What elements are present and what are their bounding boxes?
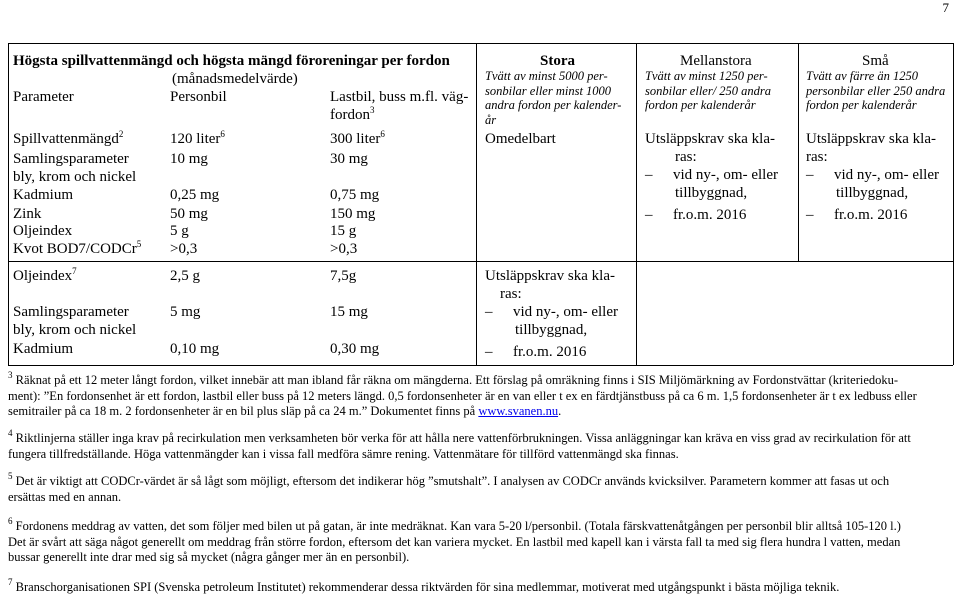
stora-omedelbart: Omedelbart: [485, 131, 556, 147]
col-header-stora: Stora: [540, 53, 575, 69]
footnote-5: $^5$ Det är viktigt att CODCr-värdet är så lågt som möjligt, eftersom det indikerar hög ”smutshalt”. I analysen av CODCr används kvicksilver. Parametern kommer att fasas ut och ersättas med en annan.: [8, 471, 890, 504]
table-row-spillvatten-param: Spillvattenmängd$^2$: [13, 129, 124, 147]
sma-description: Tvätt av färre än 1250 personbilar eller 250 andra fordon per kalenderår: [806, 69, 946, 112]
table-row2-oljeindex-lastbil: 7,5g: [330, 268, 357, 284]
table-row2-oljeindex-param: Oljeindex$^7$: [13, 266, 77, 284]
sma-requirement: Utsläppskrav ska kla- ras: – vid ny-, om- eller tillbyggnad, – fr.o.m. 2016: [806, 131, 939, 223]
col-header-mellanstora: Mellanstora: [680, 53, 752, 69]
table-row-kadmium-lastbil: 0,75 mg: [330, 187, 380, 203]
table-row-spillvatten-personbil: 120 liter$^6$: [170, 129, 225, 147]
table-row-samling-lastbil: 30 mg: [330, 151, 368, 167]
col-header-personbil: Personbil: [170, 89, 227, 105]
table-title-sub: (månadsmedelvärde): [172, 71, 298, 87]
table-row2-kadmium-personbil: 0,10 mg: [170, 341, 220, 357]
table-row-spillvatten-lastbil: 300 liter$^6$: [330, 129, 385, 147]
table-row-zink-lastbil: 150 mg: [330, 206, 376, 222]
table-row2-samling-personbil: 5 mg: [170, 304, 201, 320]
mellanstora-description: Tvätt av minst 1250 per- sonbilar eller/ 250 andra fordon per kalenderår: [645, 69, 772, 112]
table-title: Högsta spillvattenmängd och högsta mängd föroreningar per fordon: [13, 53, 450, 69]
table-row2-kadmium-lastbil: 0,30 mg: [330, 341, 380, 357]
footnote-6: $^6$ Fordonens meddrag av vatten, det som följer med bilen ut på gatan, är inte medräknat. Kan vara 5-20 l/personbil. (Totala färskvattenåtgången per personbil blir alltså 105-120 l.) Det är svårt att säga något generellt om meddrag från större fordon, eftersom det kan variera mycket. En lastbil med kapell kan i värsta fall ta med sig flera hundra l vatten, medan bussar generellt inte drar med sig så mycket (några gånger mer än en personbil).: [8, 516, 901, 564]
table-row-kvot-lastbil: >0,3: [330, 241, 358, 257]
table-row2-oljeindex-personbil: 2,5 g: [170, 268, 200, 284]
table-row2-samling-param: Samlingsparameter bly, krom och nickel: [13, 304, 137, 338]
table-row2-samling-lastbil: 15 mg: [330, 304, 368, 320]
table-row-kvot-personbil: >0,3: [170, 241, 198, 257]
table-row-samling-param: Samlingsparameter bly, krom och nickel: [13, 151, 137, 185]
table-row-zink-personbil: 50 mg: [170, 206, 208, 222]
table-row-kvot-param: Kvot BOD7/CODCr$^5$: [13, 239, 142, 257]
col-header-sma: Små: [862, 53, 889, 69]
table-row-oljeindex-lastbil: 15 g: [330, 223, 357, 239]
col-header-lastbil-cont: fordon$^3$: [330, 105, 375, 123]
col-header-parameter: Parameter: [13, 89, 74, 105]
footnote-3: $^3$ Räknat på ett 12 meter långt fordon, vilket innebär att man ibland får räkna om mängderna. Ett förslag på omräkning finns i SIS Miljömärkning av Fordonstvättar (kriteriedoku- ment): ”En fordonsenhet är ett fordon, lastbil eller buss på 12 meters längd. 0,5 fordonsenheter är en van eller t ex en färdtjänstbuss på ca 6 m. 1,5 fordonsenheter är t ex ledbuss eller semitrailer på ca 18 m. 2 fordonsenheter är en bil plus släp på ca 24 m.” Dokumentet finns på www.svanen.nu.: [8, 370, 917, 418]
stora-description: Tvätt av minst 5000 per- sonbilar eller minst 1000 andra fordon per kalender- år: [485, 69, 622, 127]
table-row-oljeindex-personbil: 5 g: [170, 223, 189, 239]
stora-requirement: Utsläppskrav ska kla- ras: – vid ny-, om- eller tillbyggnad, – fr.o.m. 2016: [485, 268, 618, 360]
table-row-kadmium-param: Kadmium: [13, 187, 73, 203]
table-row-zink-param: Zink: [13, 206, 42, 222]
table-row-oljeindex-param: Oljeindex: [13, 223, 73, 239]
col-header-lastbil: Lastbil, buss m.fl. väg-: [330, 89, 469, 105]
footnote-7: $^7$ Branschorganisationen SPI (Svenska petroleum Institutet) rekommenderar dessa riktvärden för sina medlemmar, motiverat med utgångspunkt i bästa möjliga teknik.: [8, 577, 840, 594]
footnote-4: $^4$ Riktlinjerna ställer inga krav på recirkulation men verksamheten bör verka för att hålla nere vattenförbrukningen. Vissa anläggningar kan kräva en viss grad av recirkulation för att fungera tillfredställande. Höga vattenmängder kan i vissa fall medföra sämre rening. Vattenmätare för tillförd vattenmängd ska finnas.: [8, 428, 911, 461]
page-number: 7: [942, 0, 949, 15]
table-row2-kadmium-param: Kadmium: [13, 341, 73, 357]
table-row-kadmium-personbil: 0,25 mg: [170, 187, 220, 203]
mellanstora-requirement: Utsläppskrav ska kla- ras: – vid ny-, om- eller tillbyggnad, – fr.o.m. 2016: [645, 131, 778, 223]
table-row-samling-personbil: 10 mg: [170, 151, 208, 167]
svanen-link[interactable]: www.svanen.nu: [478, 404, 559, 418]
